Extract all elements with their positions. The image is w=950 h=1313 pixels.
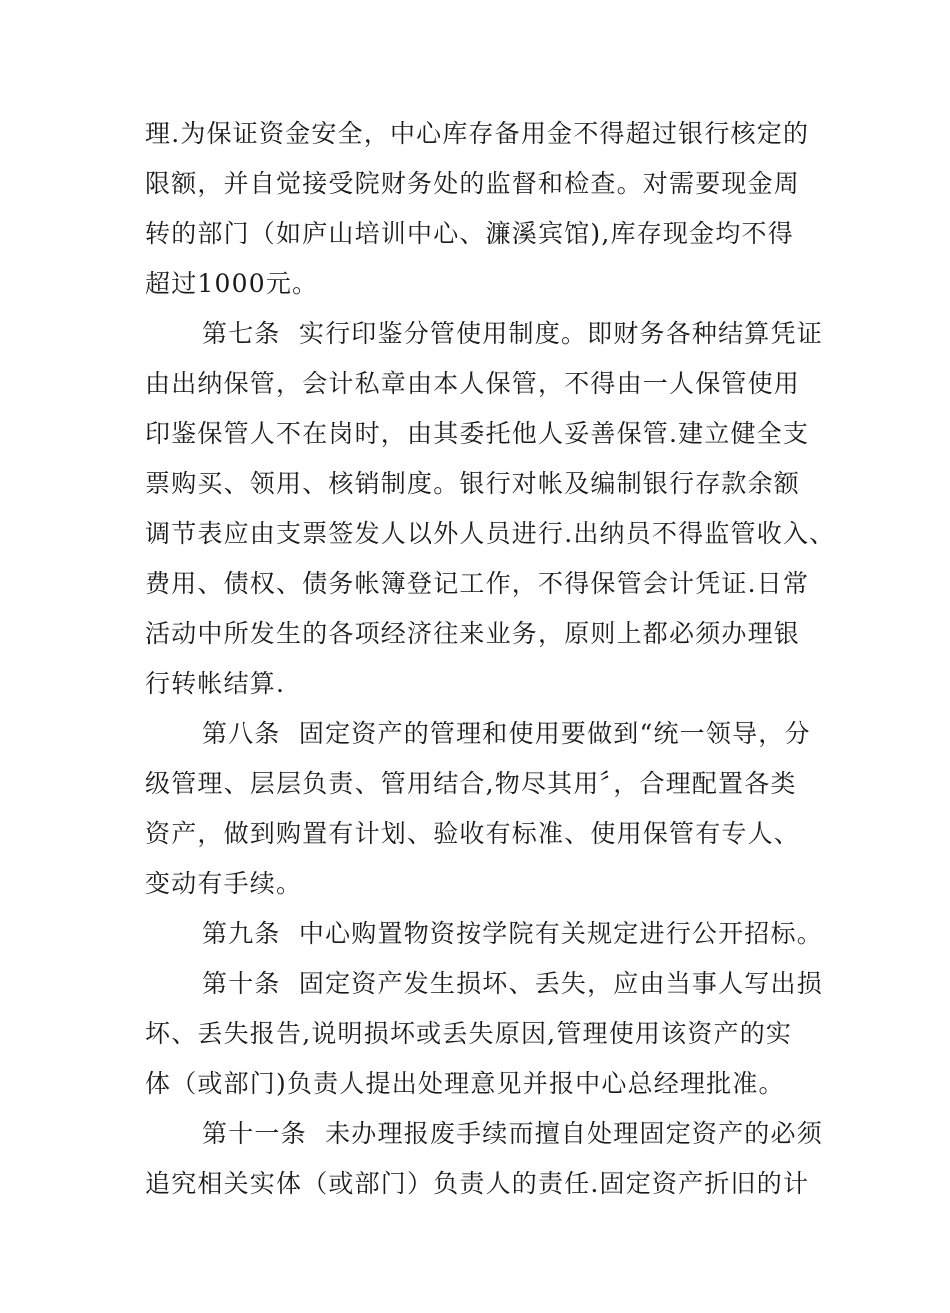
text-line: 第八条 固定资产的管理和使用要做到“统一领导，分 — [202, 719, 811, 748]
text-line: 级管理、层层负责、管用结合,物尽其用〞，合理配置各类 — [145, 769, 797, 798]
text-line: 限额，并自觉接受院财务处的监督和检查。对需要现金周 — [145, 169, 801, 198]
text-line: 超过1000元。 — [145, 269, 319, 298]
text-line: 转的部门（如庐山培训中心、濂溪宾馆),库存现金均不得 — [145, 219, 794, 248]
text-line: 理.为保证资金安全，中心库存备用金不得超过银行核定的 — [145, 119, 810, 148]
text-line: 第十条 固定资产发生损坏、丢失，应由当事人写出损 — [202, 969, 823, 998]
text-line: 第九条 中心购置物资按学院有关规定进行公开招标。 — [202, 919, 823, 948]
text-line: 行转帐结算. — [145, 669, 286, 698]
text-line: 印鉴保管人不在岗时，由其委托他人妥善保管.建立健全支 — [145, 419, 810, 448]
text-line: 坏、丢失报告,说明损坏或丢失原因,管理使用该资产的实 — [145, 1019, 793, 1048]
text-line: 体（或部门)负责人提出处理意见并报中心总经理批准。 — [145, 1069, 785, 1098]
text-line: 费用、债权、债务帐簿登记工作，不得保管会计凭证.日常 — [145, 569, 810, 598]
text-line: 票购买、领用、核销制度。银行对帐及编制银行存款余额 — [145, 469, 801, 498]
text-line: 调节表应由支票签发人以外人员进行.出纳员不得监管收入、 — [145, 519, 836, 548]
text-line: 由出纳保管，会计私章由本人保管，不得由一人保管使用 — [145, 369, 801, 398]
text-line: 追究相关实体（或部门）负责人的责任.固定资产折旧的计 — [145, 1169, 810, 1198]
text-line: 活动中所发生的各项经济往来业务，原则上都必须办理银 — [145, 619, 801, 648]
text-line: 第十一条 未办理报废手续而擅自处理固定资产的必须 — [202, 1119, 823, 1148]
text-line: 第七条 实行印鉴分管使用制度。即财务各种结算凭证 — [202, 319, 823, 348]
text-line: 资产，做到购置有计划、验收有标准、使用保管有专人、 — [145, 819, 801, 848]
text-line: 变动有手续。 — [145, 869, 303, 898]
